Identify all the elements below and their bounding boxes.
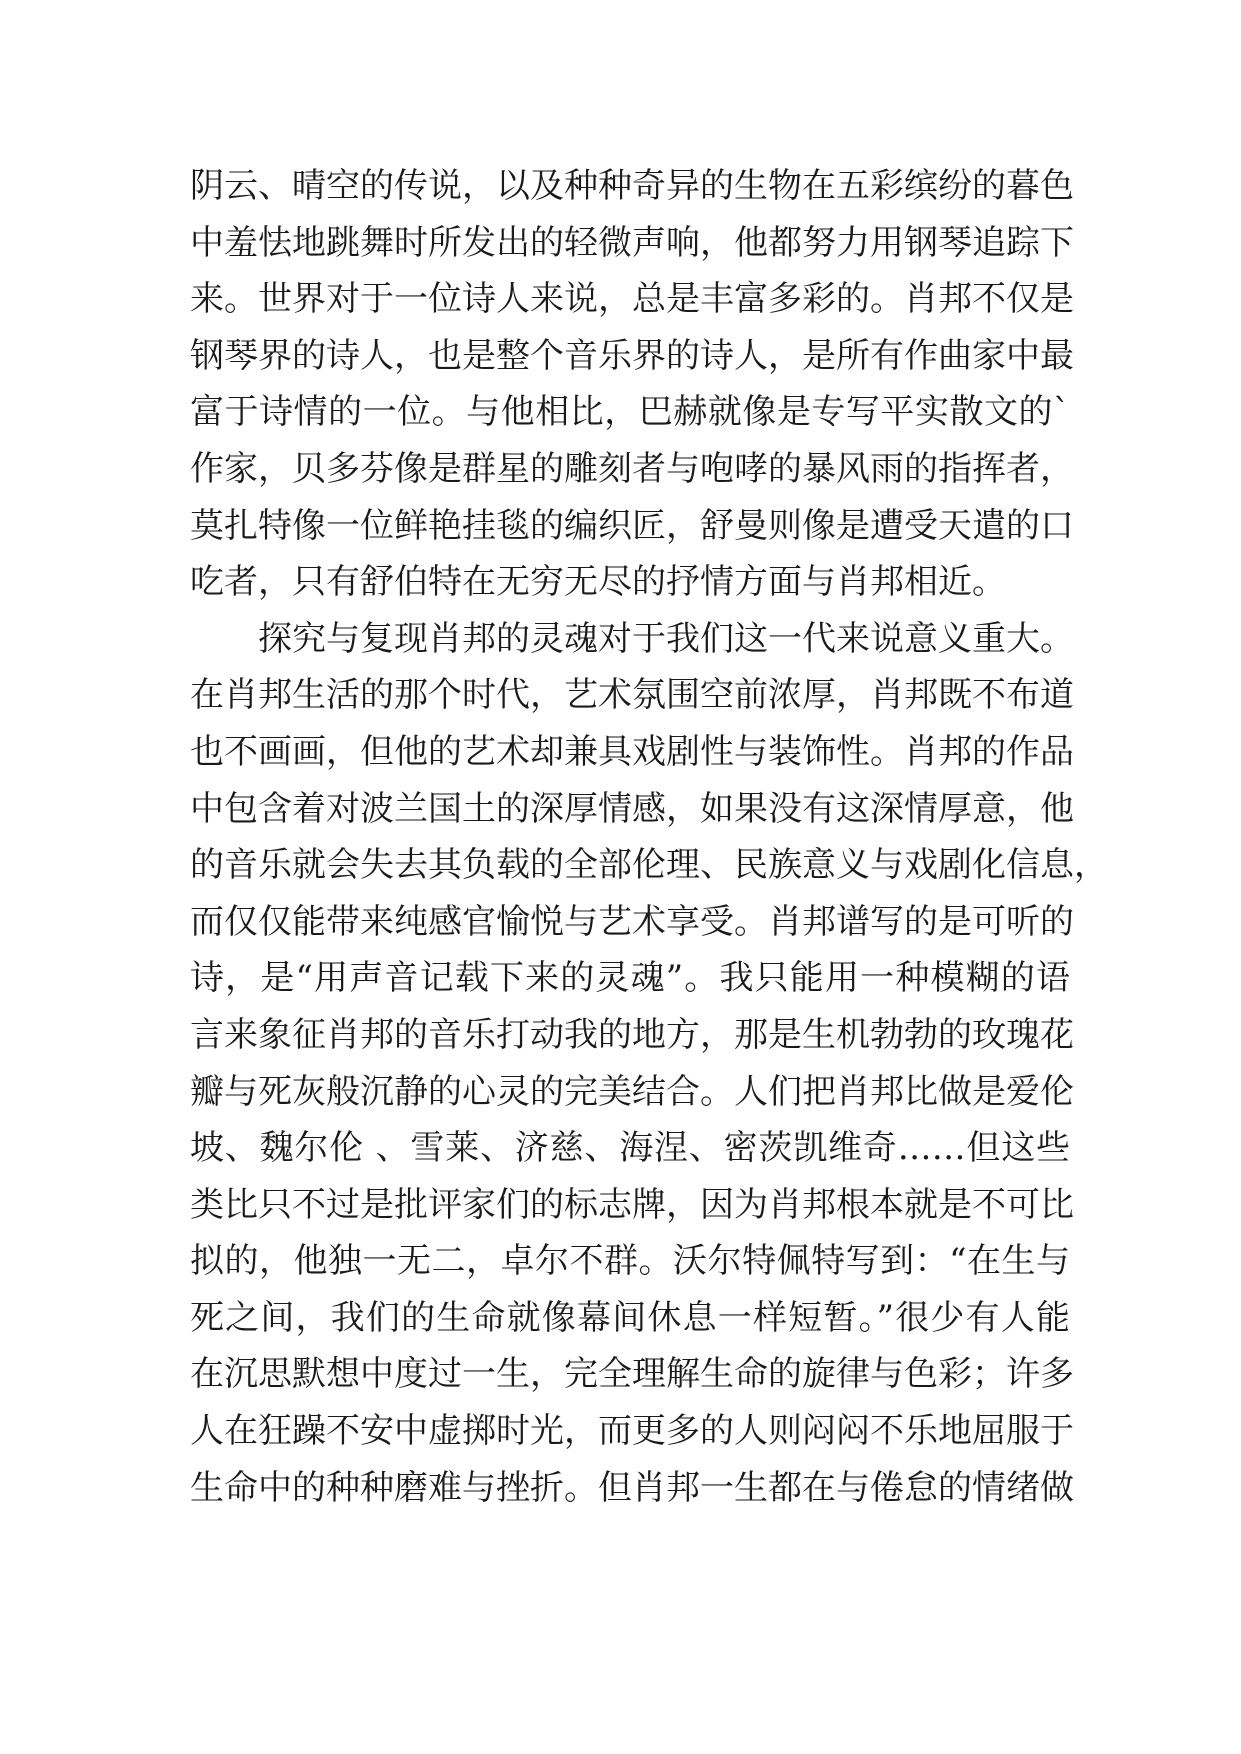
paragraph-2-line-1: 探究与复现肖邦的灵魂对于我们这一代来说意义重大。 xyxy=(258,618,1074,659)
paragraph-1-line-7: 莫扎特像一位鲜艳挂毯的编织匠，舒曼则像是遭受天遣的口 xyxy=(190,505,1074,546)
body-text xyxy=(190,158,1108,1516)
paragraph-2-line-6: 而仅仅能带来纯感官愉悦与艺术享受。肖邦谱写的是可听的 xyxy=(190,901,1074,942)
paragraph-1-line-1: 阴云、晴空的传说，以及种种奇异的生物在五彩缤纷的暮色 xyxy=(190,166,1074,206)
paragraph-2-line-12: 拟的，他独一无二，卓尔不群。沃尔特佩特写到：“在生与 xyxy=(190,1241,1070,1282)
paragraph-2-line-5: 的音乐就会失去其负载的全部伦理、民族意义与戏剧化信息， xyxy=(190,845,1108,886)
paragraph-2-line-13: 死之间，我们的生命就像幕间休息一样短暂。”很少有人能 xyxy=(190,1297,1070,1338)
paragraph-2-line-2: 在肖邦生活的那个时代，艺术氛围空前浓厚，肖邦既不布道 xyxy=(190,675,1074,716)
paragraph-2-line-9: 瓣与死灰般沉静的心灵的完美结合。人们把肖邦比做是爱伦 xyxy=(190,1071,1074,1112)
paragraph-1-line-5: 富于诗情的一位。与他相比，巴赫就像是专写平实散文的` xyxy=(190,392,1070,433)
paragraph-2-line-10: 坡、魏尔伦 、雪莱、济慈、海涅、密茨凯维奇……但这些 xyxy=(190,1128,1070,1169)
paragraph-2-line-14: 在沉思默想中度过一生，完全理解生命的旋律与色彩；许多 xyxy=(190,1354,1074,1395)
paragraph-1-line-8: 吃者，只有舒伯特在无穷无尽的抒情方面与肖邦相近。 xyxy=(190,562,1006,603)
paragraph-2-line-8: 言来象征肖邦的音乐打动我的地方，那是生机勃勃的玫瑰花 xyxy=(190,1014,1074,1055)
paragraph-2-line-16: 生命中的种种磨难与挫折。但肖邦一生都在与倦怠的情绪做 xyxy=(190,1467,1074,1508)
paragraph-2-line-3: 也不画画，但他的艺术却兼具戏剧性与装饰性。肖邦的作品 xyxy=(190,731,1074,772)
paragraph-2-line-11: 类比只不过是批评家们的标志牌，因为肖邦根本就是不可比 xyxy=(190,1184,1074,1225)
paragraph-1-line-4: 钢琴界的诗人，也是整个音乐界的诗人，是所有作曲家中最 xyxy=(190,335,1074,376)
paragraph-2-line-15: 人在狂躁不安中虚掷时光，而更多的人则闷闷不乐地屈服于 xyxy=(190,1411,1074,1452)
paragraph-1-line-3: 来。世界对于一位诗人来说，总是丰富多彩的。肖邦不仅是 xyxy=(190,279,1074,320)
paragraph-2-line-4: 中包含着对波兰国土的深厚情感，如果没有这深情厚意，他 xyxy=(190,788,1074,829)
paragraph-1-line-6: 作家，贝多芬像是群星的雕刻者与咆哮的暴风雨的指挥者， xyxy=(190,448,1074,489)
paragraph-1-line-2: 中羞怯地跳舞时所发出的轻微声响，他都努力用钢琴追踪下 xyxy=(190,222,1074,263)
paragraph-2-line-7: 诗，是“用声音记载下来的灵魂”。我只能用一种模糊的语 xyxy=(190,958,1070,999)
